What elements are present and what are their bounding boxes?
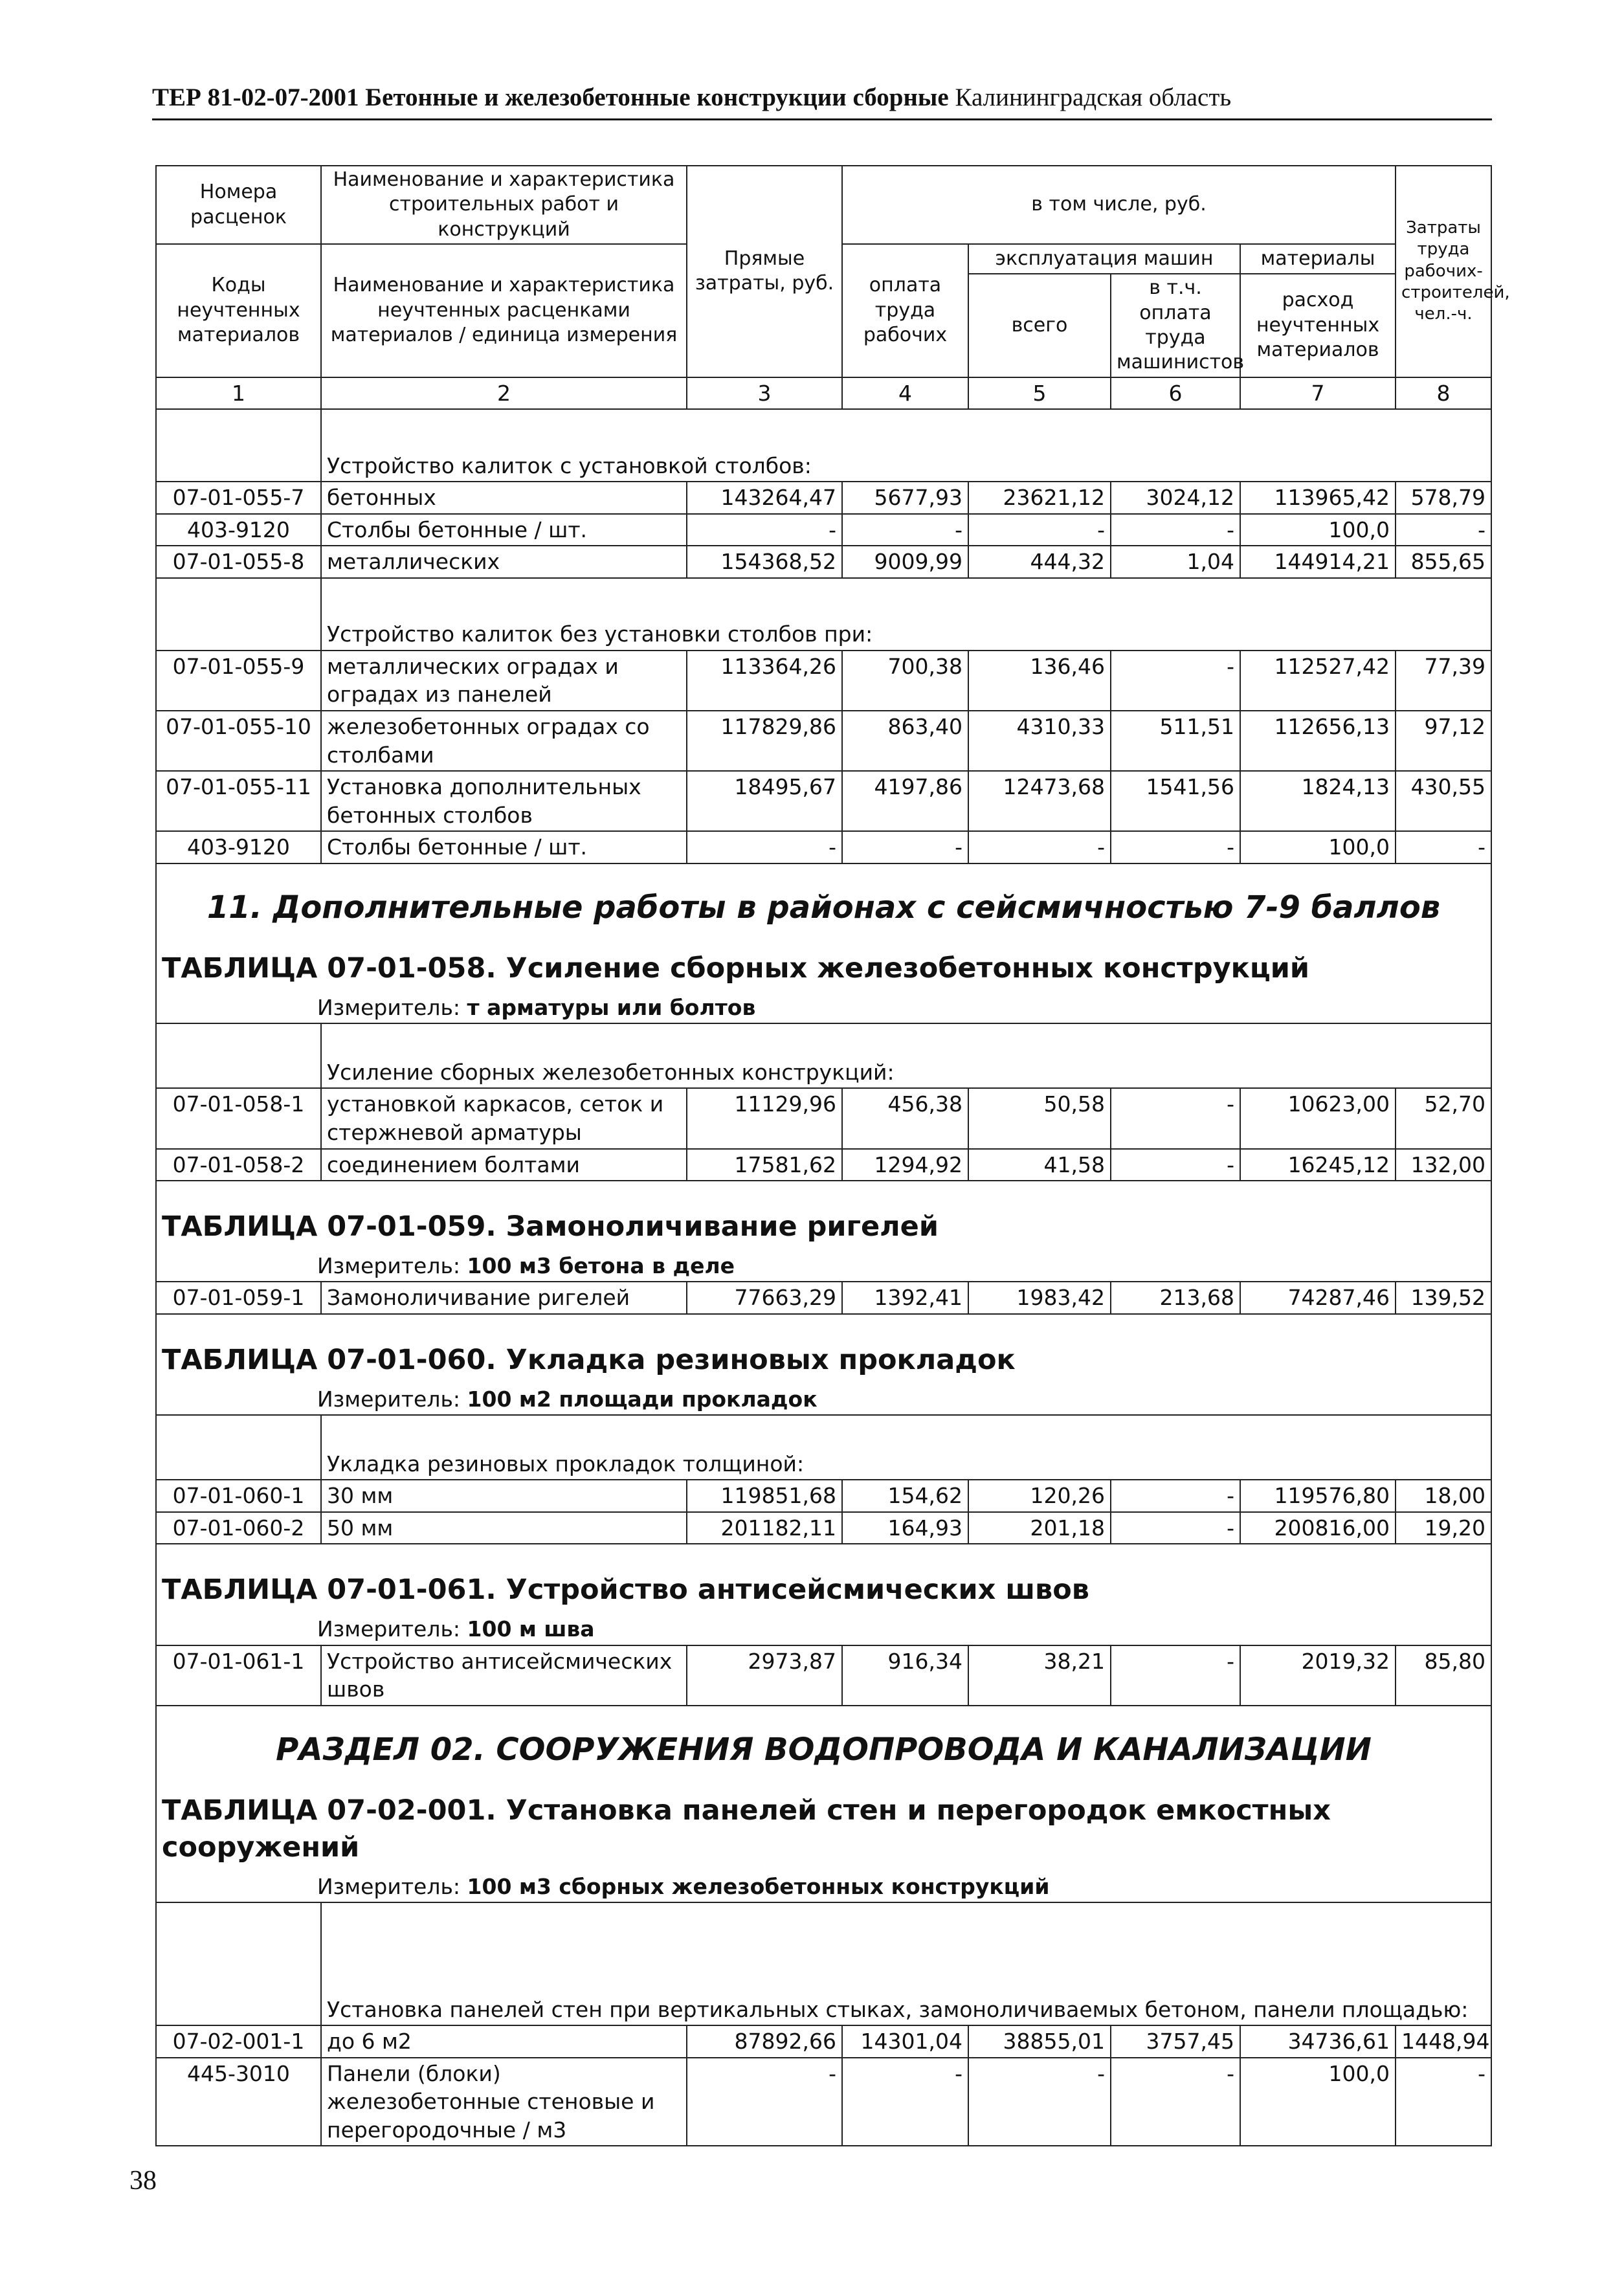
labor-costs: 85,80 [1396, 1645, 1491, 1706]
table-058-measure: Измеритель: т арматуры или болтов [317, 994, 756, 1020]
table-058-title: ТАБЛИЦА 07-01-058. Усиление сборных железобетонных конструкций [162, 952, 1309, 985]
materials-value: 144914,21 [1240, 546, 1396, 578]
direct-costs: 2973,87 [687, 1645, 842, 1706]
table-059-heading [156, 1181, 1491, 1282]
machines-total: 201,18 [968, 1512, 1111, 1544]
machines-total: 136,46 [968, 651, 1111, 711]
materials-value: 112527,42 [1240, 651, 1396, 711]
direct-costs: 117829,86 [687, 711, 842, 771]
materials-value: 100,0 [1240, 2058, 1396, 2146]
direct-costs: 18495,67 [687, 771, 842, 831]
direct-costs: - [687, 514, 842, 546]
machinist-pay: 213,68 [1111, 1282, 1240, 1314]
rate-code: 07-01-055-8 [156, 546, 321, 578]
col-material-consumption: расход неучтенных материалов [1240, 274, 1396, 377]
rate-code: 07-01-055-11 [156, 771, 321, 831]
work-name: Столбы бетонные / шт. [321, 831, 687, 863]
labor-costs: 430,55 [1396, 771, 1491, 831]
rate-code: 07-01-055-9 [156, 651, 321, 711]
work-name: Установка дополнительных бетонных столбов [321, 771, 687, 831]
table-201-measure: Измеритель: 100 м3 сборных железобетонных конструкций [317, 1873, 1050, 1899]
worker-pay: 4197,86 [842, 771, 968, 831]
table-061-measure: Измеритель: 100 м шва [317, 1616, 595, 1642]
materials-value: 113965,42 [1240, 482, 1396, 514]
rate-code: 07-02-001-1 [156, 2025, 321, 2058]
col-direct-costs: Прямые затраты, руб. [687, 166, 842, 377]
work-name: Замоноличивание ригелей [321, 1282, 687, 1314]
direct-costs: 17581,62 [687, 1149, 842, 1181]
work-name: соединением болтами [321, 1149, 687, 1181]
table-header [156, 166, 1510, 409]
machinist-pay: - [1111, 1149, 1240, 1181]
col-machines-total: всего [968, 274, 1111, 377]
direct-costs: 119851,68 [687, 1480, 842, 1512]
machinist-pay: - [1111, 1512, 1240, 1544]
table-059-title: ТАБЛИЦА 07-01-059. Замоноличивание ригелей [162, 1210, 939, 1243]
machinist-pay: - [1111, 2058, 1240, 2146]
machines-total: 38855,01 [968, 2025, 1111, 2058]
page-header [152, 83, 1492, 112]
machines-total: 50,58 [968, 1088, 1111, 1148]
work-name: установкой каркасов, сеток и стержневой арматуры [321, 1088, 687, 1148]
materials-value: 100,0 [1240, 831, 1396, 863]
rate-code: 07-01-060-1 [156, 1480, 321, 1512]
section-02-title: РАЗДЕЛ 02. СООРУЖЕНИЯ ВОДОПРОВОДА И КАНАЛИЗАЦИИ [276, 1731, 1372, 1768]
table-061-heading [156, 1544, 1491, 1645]
machinist-pay: - [1111, 1480, 1240, 1512]
work-name: Панели (блоки) железобетонные стеновые и перегородочные / м3 [321, 2058, 687, 2146]
worker-pay: - [842, 831, 968, 863]
region-name: Калининградская область [955, 84, 1232, 111]
table-row [156, 514, 1491, 546]
labor-costs: 1448,94 [1396, 2025, 1491, 2058]
worker-pay: 5677,93 [842, 482, 968, 514]
col-machines: эксплуатация машин [968, 244, 1240, 274]
rate-code: 07-01-058-1 [156, 1088, 321, 1148]
table-row [156, 1149, 1491, 1181]
labor-costs: 19,20 [1396, 1512, 1491, 1544]
table-059-measure: Измеритель: 100 м3 бетона в деле [317, 1253, 735, 1278]
rate-code: 07-01-058-2 [156, 1149, 321, 1181]
direct-costs: 154368,52 [687, 546, 842, 578]
table-row [156, 2025, 1491, 2058]
work-name: Устройство антисейсмических швов [321, 1645, 687, 1706]
machinist-pay: - [1111, 1088, 1240, 1148]
machines-total: 1983,42 [968, 1282, 1111, 1314]
work-name: 30 мм [321, 1480, 687, 1512]
col-rate-numbers: Номера расценок [156, 166, 321, 244]
direct-costs: 11129,96 [687, 1088, 842, 1148]
direct-costs: 77663,29 [687, 1282, 842, 1314]
table-row [156, 1282, 1491, 1314]
rate-code: 07-01-055-7 [156, 482, 321, 514]
header-rule [152, 118, 1492, 120]
table-row [156, 651, 1491, 711]
machines-total: 41,58 [968, 1149, 1111, 1181]
worker-pay: 164,93 [842, 1512, 968, 1544]
table-row [156, 1645, 1491, 1706]
table-row [156, 831, 1491, 863]
machines-total: 23621,12 [968, 482, 1111, 514]
work-name: Столбы бетонные / шт. [321, 514, 687, 546]
machines-total: 38,21 [968, 1645, 1111, 1706]
machinist-pay: - [1111, 651, 1240, 711]
rate-code: 403-9120 [156, 831, 321, 863]
table-060-heading [156, 1314, 1491, 1415]
col-material-codes: Коды неучтенных материалов [156, 244, 321, 377]
machines-total: - [968, 2058, 1111, 2146]
table-row [156, 1088, 1491, 1148]
rate-code: 445-3010 [156, 2058, 321, 2146]
page-number: 38 [129, 2166, 157, 2196]
direct-costs: - [687, 2058, 842, 2146]
machinist-pay: 1541,56 [1111, 771, 1240, 831]
labor-costs: - [1396, 2058, 1491, 2146]
labor-costs: 139,52 [1396, 1282, 1491, 1314]
rate-code: 403-9120 [156, 514, 321, 546]
col-labor-costs: Затраты труда рабочих-строителей, чел.-ч. [1396, 166, 1491, 377]
direct-costs: 87892,66 [687, 2025, 842, 2058]
section-11-title: 11. Дополнительные работы в районах с сейсмичностью 7-9 баллов [206, 889, 1441, 926]
table-060-measure: Измеритель: 100 м2 площади прокладок [317, 1386, 818, 1412]
group-row: Усиление сборных железобетонных конструкций: [156, 1023, 1491, 1088]
group-row: Устройство калиток с установкой столбов: [156, 409, 1491, 482]
table-row [156, 546, 1491, 578]
materials-value: 2019,32 [1240, 1645, 1396, 1706]
group-row: Укладка резиновых прокладок толщиной: [156, 1415, 1491, 1480]
table-061-title: ТАБЛИЦА 07-01-061. Устройство антисейсмических швов [162, 1574, 1089, 1607]
section-02-row [156, 1706, 1491, 1902]
worker-pay: 14301,04 [842, 2025, 968, 2058]
worker-pay: 1294,92 [842, 1149, 968, 1181]
labor-costs: 18,00 [1396, 1480, 1491, 1512]
rate-code: 07-01-055-10 [156, 711, 321, 771]
table-201-title: ТАБЛИЦА 07-02-001. Установка панелей стен и перегородок емкостных сооружений [162, 1794, 1331, 1864]
table-row [156, 1512, 1491, 1544]
price-table [155, 165, 1510, 2146]
col-worker-pay: оплата труда рабочих [842, 244, 968, 377]
rate-code: 07-01-059-1 [156, 1282, 321, 1314]
col-machinist-pay: в т.ч. оплата труда машинистов [1111, 274, 1240, 377]
col-including: в том числе, руб. [842, 166, 1396, 244]
table-row [156, 2058, 1491, 2146]
machines-total: 444,32 [968, 546, 1111, 578]
labor-costs: - [1396, 514, 1491, 546]
column-index-row: 1 2 3 4 5 6 7 8 [156, 377, 1491, 410]
machinist-pay: 511,51 [1111, 711, 1240, 771]
worker-pay: - [842, 2058, 968, 2146]
materials-value: 16245,12 [1240, 1149, 1396, 1181]
materials-value: 200816,00 [1240, 1512, 1396, 1544]
work-name: металлических [321, 546, 687, 578]
col-material-name: Наименование и характеристика неучтенных расценками материалов / единица измерения [321, 244, 687, 377]
machines-total: 4310,33 [968, 711, 1111, 771]
labor-costs: 52,70 [1396, 1088, 1491, 1148]
direct-costs: - [687, 831, 842, 863]
materials-value: 1824,13 [1240, 771, 1396, 831]
table-row [156, 482, 1491, 514]
machinist-pay: - [1111, 1645, 1240, 1706]
work-name: 50 мм [321, 1512, 687, 1544]
rate-code: 07-01-061-1 [156, 1645, 321, 1706]
work-name: бетонных [321, 482, 687, 514]
materials-value: 34736,61 [1240, 2025, 1396, 2058]
worker-pay: 863,40 [842, 711, 968, 771]
labor-costs: 855,65 [1396, 546, 1491, 578]
direct-costs: 113364,26 [687, 651, 842, 711]
work-name: металлических оградах и оградах из панелей [321, 651, 687, 711]
machines-total: 12473,68 [968, 771, 1111, 831]
worker-pay: 916,34 [842, 1645, 968, 1706]
materials-value: 112656,13 [1240, 711, 1396, 771]
machinist-pay: - [1111, 514, 1240, 546]
machines-total: - [968, 514, 1111, 546]
direct-costs: 143264,47 [687, 482, 842, 514]
rate-code: 07-01-060-2 [156, 1512, 321, 1544]
machinist-pay: - [1111, 831, 1240, 863]
section-11-row [156, 863, 1491, 1024]
labor-costs: 132,00 [1396, 1149, 1491, 1181]
worker-pay: 154,62 [842, 1480, 968, 1512]
table-row [156, 771, 1491, 831]
labor-costs: - [1396, 831, 1491, 863]
worker-pay: - [842, 514, 968, 546]
table-row [156, 711, 1491, 771]
price-table-sheet [155, 165, 1510, 2146]
col-materials: материалы [1240, 244, 1396, 274]
group-row: Установка панелей стен при вертикальных стыках, замоноличиваемых бетоном, панели площадью: [156, 1902, 1491, 2025]
table-row [156, 1480, 1491, 1512]
materials-value: 119576,80 [1240, 1480, 1396, 1512]
machinist-pay: 3757,45 [1111, 2025, 1240, 2058]
work-name: железобетонных оградах со столбами [321, 711, 687, 771]
col-work-name: Наименование и характеристика строительных работ и конструкций [321, 166, 687, 244]
worker-pay: 456,38 [842, 1088, 968, 1148]
work-name: до 6 м2 [321, 2025, 687, 2058]
labor-costs: 97,12 [1396, 711, 1491, 771]
worker-pay: 9009,99 [842, 546, 968, 578]
direct-costs: 201182,11 [687, 1512, 842, 1544]
machinist-pay: 3024,12 [1111, 482, 1240, 514]
materials-value: 10623,00 [1240, 1088, 1396, 1148]
machines-total: - [968, 831, 1111, 863]
worker-pay: 1392,41 [842, 1282, 968, 1314]
group-row: Устройство калиток без установки столбов при: [156, 578, 1491, 651]
labor-costs: 77,39 [1396, 651, 1491, 711]
table-060-title: ТАБЛИЦА 07-01-060. Укладка резиновых прокладок [162, 1343, 1016, 1376]
worker-pay: 700,38 [842, 651, 968, 711]
materials-value: 74287,46 [1240, 1282, 1396, 1314]
document-code: ТЕР 81-02-07-2001 Бетонные и железобетонные конструкции сборные [152, 84, 949, 111]
machinist-pay: 1,04 [1111, 546, 1240, 578]
materials-value: 100,0 [1240, 514, 1396, 546]
machines-total: 120,26 [968, 1480, 1111, 1512]
labor-costs: 578,79 [1396, 482, 1491, 514]
